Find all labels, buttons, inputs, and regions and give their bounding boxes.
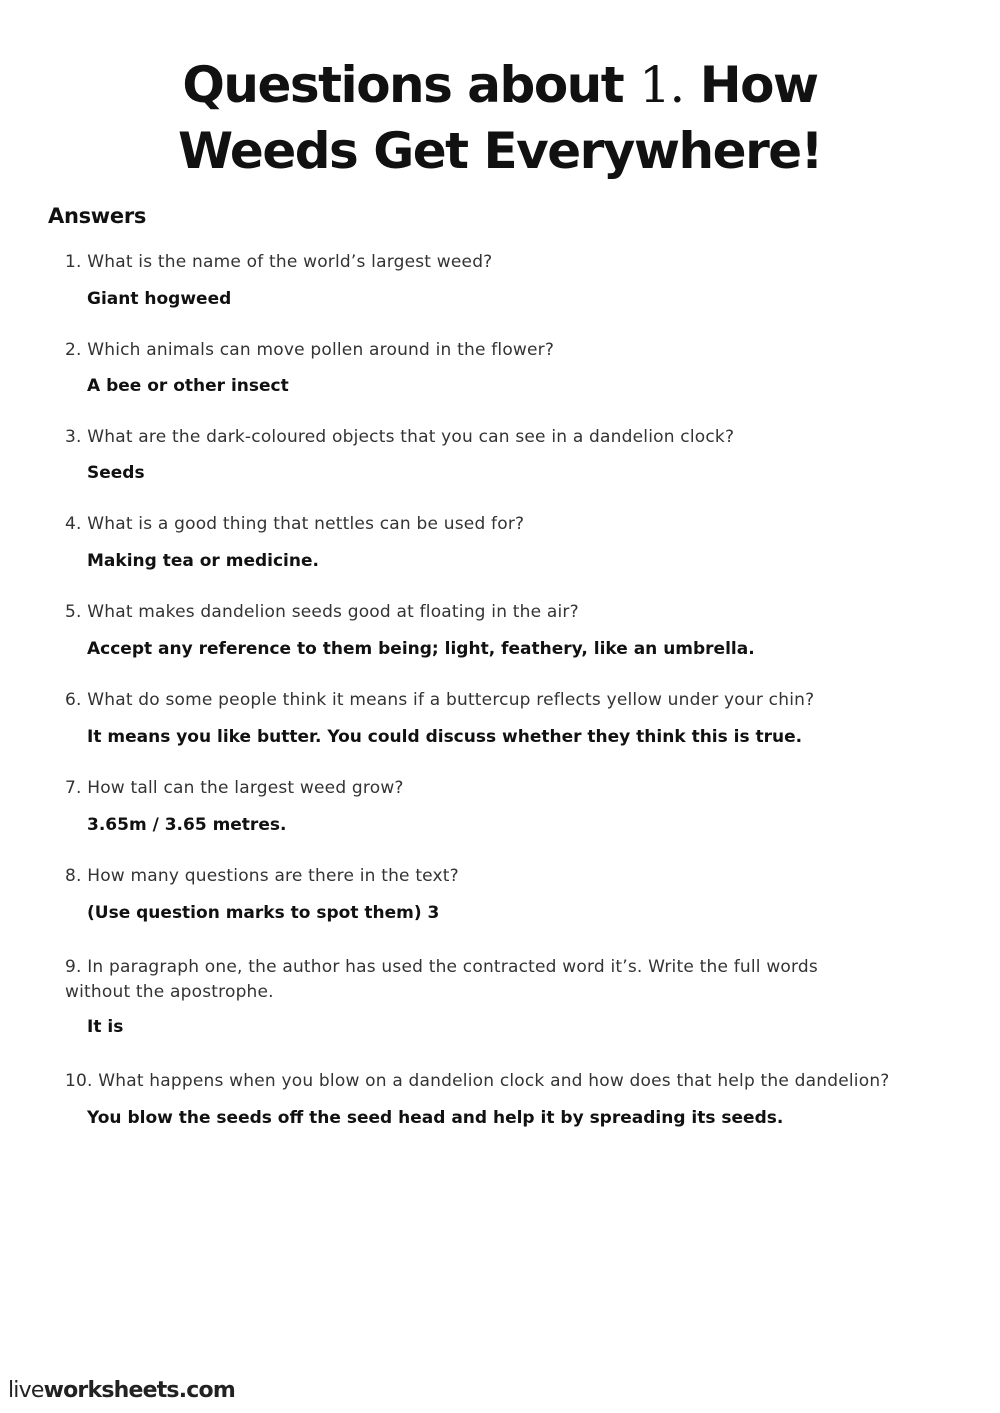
answer-7: 3.65m / 3.65 metres. — [87, 815, 287, 835]
question-6: 6. What do some people think it means if a buttercup reflects yellow under your chin? — [65, 690, 815, 710]
title-text-b: How — [683, 56, 818, 114]
question-1: 1. What is the name of the world’s largest weed? — [65, 252, 493, 272]
answer-6: It means you like butter. You could discuss whether they think this is true. — [87, 727, 803, 747]
title-line-1 — [0, 52, 1000, 118]
answers-heading: Answers — [48, 204, 147, 228]
question-4: 4. What is a good thing that nettles can be used for? — [65, 514, 525, 534]
question-2: 2. Which animals can move pollen around in the flower? — [65, 340, 555, 360]
question-9: 9. In paragraph one, the author has used the contracted word it’s. Write the full words without the apostrophe. — [65, 957, 818, 1002]
logo-text-worksheets: worksheets — [43, 1378, 179, 1403]
question-10: 10. What happens when you blow on a dandelion clock and how does that help the dandelion? — [65, 1071, 890, 1091]
liveworksheets-logo — [8, 1378, 235, 1403]
answer-4: Making tea or medicine. — [87, 551, 319, 571]
answer-8: (Use question marks to spot them) 3 — [87, 903, 440, 923]
logo-text-com: .com — [178, 1378, 235, 1403]
logo-text-live: live — [8, 1378, 44, 1403]
answer-10: You blow the seeds off the seed head and help it by spreading its seeds. — [87, 1108, 784, 1128]
answer-5: Accept any reference to them being; light, feathery, like an umbrella. — [87, 639, 755, 659]
answer-3: Seeds — [87, 463, 145, 483]
page-title — [0, 52, 1000, 184]
answer-2: A bee or other insect — [87, 376, 289, 396]
question-3: 3. What are the dark-coloured objects that you can see in a dandelion clock? — [65, 427, 735, 447]
title-line-2: Weeds Get Everywhere! — [178, 122, 822, 180]
answer-9: It is — [87, 1017, 124, 1037]
title-text-a: Questions about — [182, 56, 640, 114]
answer-1: Giant hogweed — [87, 289, 232, 309]
question-8: 8. How many questions are there in the text? — [65, 866, 459, 886]
title-number: 1. — [639, 56, 684, 114]
question-7: 7. How tall can the largest weed grow? — [65, 778, 404, 798]
question-5: 5. What makes dandelion seeds good at floating in the air? — [65, 602, 579, 622]
